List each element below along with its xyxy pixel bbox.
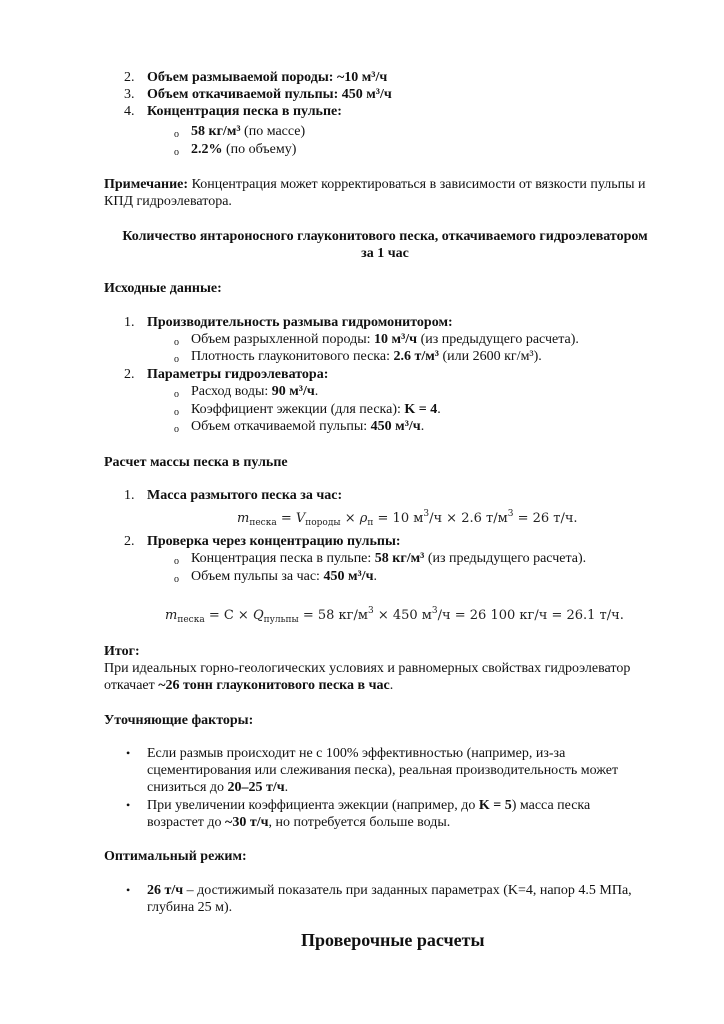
circle-bullet-icon: o — [174, 354, 179, 365]
bullet-line: глубина 25 м). — [147, 900, 233, 915]
sublist-item: Коэффициент эжекции (для песка): K = 4. — [191, 402, 441, 417]
bullet-icon: • — [126, 883, 131, 897]
circle-bullet-icon: o — [174, 337, 179, 348]
list-number: 4. — [124, 104, 135, 119]
subheading-calculation: Расчет массы песка в пульпе — [104, 455, 288, 470]
list-number: 2. — [124, 70, 135, 85]
list-item: Производительность размыва гидромонитором: — [147, 315, 453, 330]
subheading-result: Итог: — [104, 644, 140, 659]
circle-bullet-icon: o — [174, 424, 179, 435]
bullet-line: 26 т/ч – достижимый показатель при заданных параметрах (K=4, напор 4.5 МПа, — [147, 883, 632, 898]
sublist-item: Расход воды: 90 м³/ч. — [191, 384, 319, 399]
sublist-item: Объем откачиваемой пульпы: 450 м³/ч. — [191, 419, 425, 434]
bullet-line: сцементирования или слеживания песка), реальная производительность может — [147, 763, 619, 778]
subheading-initial-data: Исходные данные: — [104, 281, 222, 296]
circle-bullet-icon: o — [174, 556, 179, 567]
sublist-item: Плотность глауконитового песка: 2.6 т/м³ (или 2600 кг/м³). — [191, 349, 542, 364]
list-number: 2. — [124, 367, 135, 382]
bullet-line: снизиться до 20–25 т/ч. — [147, 780, 289, 795]
list-item: Параметры гидроэлеватора: — [147, 367, 329, 382]
subheading-factors: Уточняющие факторы: — [104, 713, 254, 728]
bullet-line: При увеличении коэффициента эжекции (например, до K = 5) масса песка — [147, 798, 591, 813]
list-item: Проверка через концентрацию пульпы: — [147, 534, 401, 549]
circle-bullet-icon: o — [174, 129, 179, 140]
result-line: При идеальных горно-геологических условиях и равномерных свойствах гидроэлеватор — [104, 661, 631, 676]
circle-bullet-icon: o — [174, 389, 179, 400]
section-title: за 1 час — [361, 246, 409, 261]
bullet-icon: • — [126, 798, 131, 812]
list-number: 1. — [124, 488, 135, 503]
list-number: 1. — [124, 315, 135, 330]
note-line: КПД гидроэлеватора. — [104, 194, 232, 209]
list-item-sand-concentration: Концентрация песка в пульпе: — [147, 104, 342, 119]
sublist-item: Объем разрыхленной породы: 10 м³/ч (из предыдущего расчета). — [191, 332, 579, 347]
sublist-item: Объем пульпы за час: 450 м³/ч. — [191, 569, 377, 584]
list-item: Масса размытого песка за час: — [147, 488, 343, 503]
list-number: 3. — [124, 87, 135, 102]
heading-verification-calculations: Проверочные расчеты — [301, 930, 485, 950]
list-item-rock-volume: Объем размываемой породы: ~10 м³/ч — [147, 70, 388, 85]
bullet-line: возрастет до ~30 т/ч, но потребуется больше воды. — [147, 815, 451, 830]
list-number: 2. — [124, 534, 135, 549]
formula-concentration-check: $m_{песка} = C \times Q_{пульпы} = 58$ $кг/м^3 \times 450$ $м^3/ч = 26$ 100 кг/ч = 26.1 т/ч. — [165, 606, 624, 625]
circle-bullet-icon: o — [174, 407, 179, 418]
circle-bullet-icon: o — [174, 574, 179, 585]
bullet-icon: • — [126, 746, 131, 760]
sublist-item: Концентрация песка в пульпе: 58 кг/м³ (из предыдущего расчета). — [191, 551, 587, 566]
circle-bullet-icon: o — [174, 147, 179, 158]
bullet-line: Если размыв происходит не с 100% эффективностью (например, из-за — [147, 746, 566, 761]
list-item-pulp-volume: Объем откачиваемой пульпы: 450 м³/ч — [147, 87, 392, 102]
note-line: Примечание: Концентрация может корректироваться в зависимости от вязкости пульпы и — [104, 177, 646, 192]
sublist-item: 2.2% (по объему) — [191, 142, 297, 157]
section-title: Количество янтароносного глауконитового песка, откачиваемого гидроэлеватором — [122, 229, 648, 244]
result-line: откачает ~26 тонн глауконитового песка в час. — [104, 678, 394, 693]
subheading-optimal: Оптимальный режим: — [104, 849, 247, 864]
sublist-item: 58 кг/м³ (по массе) — [191, 124, 306, 139]
formula-sand-mass: $m_{песка} = V_{породы} \times \rho_п = 10$ $м^3/ч \times 2.6$ $т/м^3 = 26$ т/ч. — [237, 509, 578, 528]
